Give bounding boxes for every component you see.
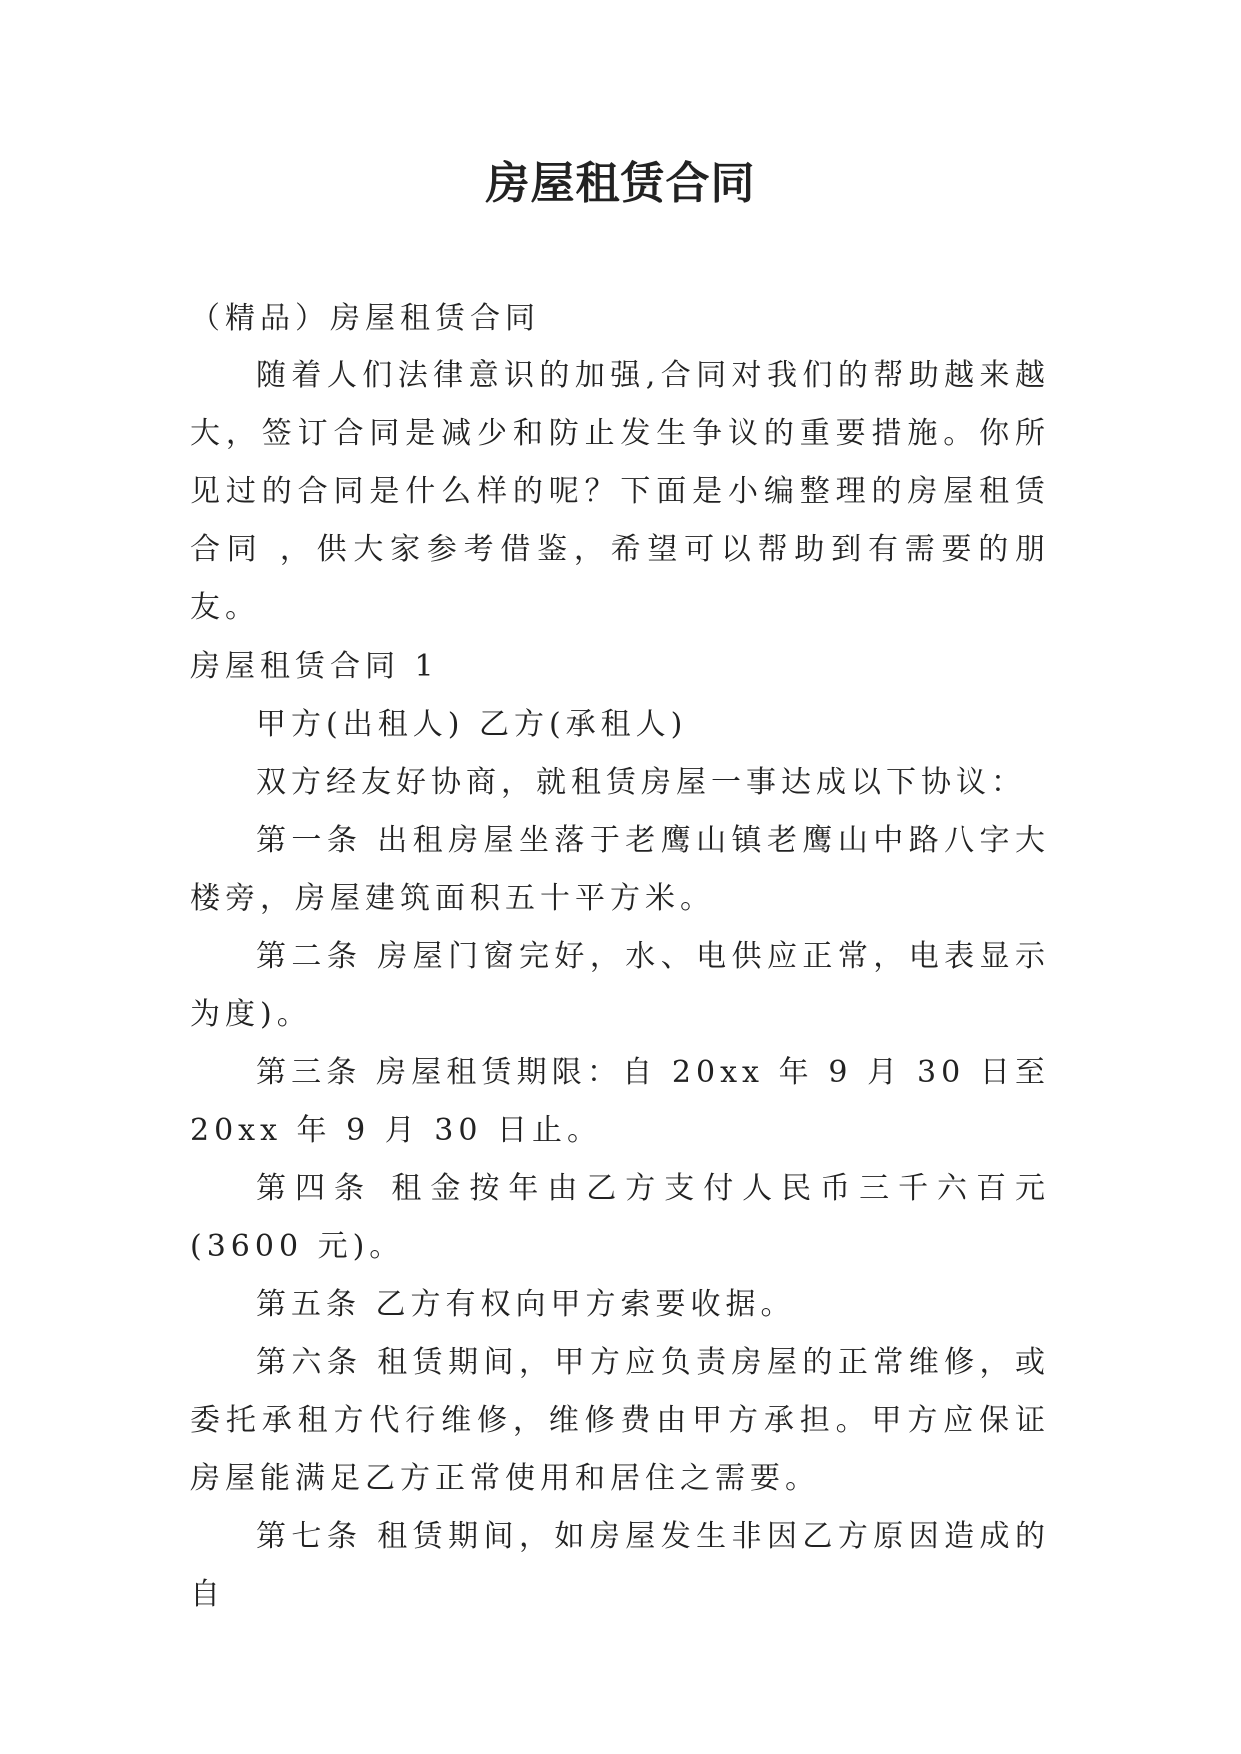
article-7: 第七条 租赁期间，如房屋发生非因乙方原因造成的自 [190, 1519, 1050, 1612]
section-heading: 房屋租赁合同 1 [190, 649, 439, 684]
article-6: 第六条 租赁期间，甲方应负责房屋的正常维修，或委托承租方代行维修，维修费由甲方承担。甲方应保证房屋能满足乙方正常使用和居住之需要。 [190, 1345, 1050, 1496]
article-5: 第五条 乙方有权向甲方索要收据。 [256, 1287, 796, 1322]
parties-line: 甲方(出租人) 乙方(承租人) [256, 707, 688, 742]
article-3: 第三条 房屋租赁期限：自 20xx 年 9 月 30 日至 20xx 年 9 月 30 日止。 [190, 1055, 1050, 1148]
article-4: 第四条 租金按年由乙方支付人民币三千六百元(3600 元)。 [190, 1171, 1050, 1264]
agreement-line: 双方经友好协商，就租赁房屋一事达成以下协议： [256, 765, 1026, 800]
article-2: 第二条 房屋门窗完好，水、电供应正常，电表显示为度)。 [190, 939, 1050, 1032]
document-title: 房屋租赁合同 [485, 158, 756, 209]
article-1: 第一条 出租房屋坐落于老鹰山镇老鹰山中路八字大楼旁，房屋建筑面积五十平方米。 [190, 823, 1050, 916]
document-subtitle: （精品）房屋租赁合同 [190, 301, 540, 336]
intro-paragraph: 随着人们法律意识的加强,合同对我们的帮助越来越大，签订合同是减少和防止发生争议的重要措施。你所见过的合同是什么样的呢？下面是小编整理的房屋租赁合同 ，供大家参考借鉴，希望可以帮助到有需要的朋友。 [190, 358, 1050, 625]
